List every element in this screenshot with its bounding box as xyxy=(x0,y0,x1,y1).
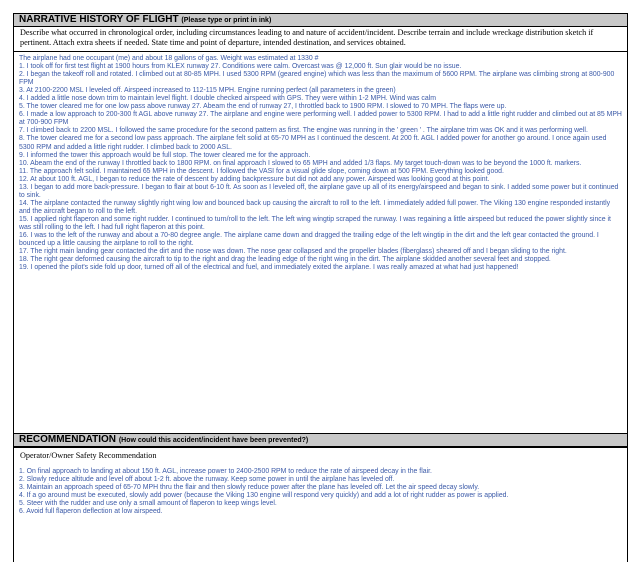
narrative-line: 15. I applied right flaperon and some right rudder. I continued to turn/roll to the left. The left wing wingtip scraped the runway. I was regaining a little airspeed but reduced the power slightly since it was still rolling to the left. I had full right flaperon at this point. xyxy=(19,215,611,231)
recommendation-subtitle: (How could this accident/incident have been prevented?) xyxy=(118,437,309,444)
narrative-line: 18. The right gear deformed causing the aircraft to tip to the right and drag the leading edge of the right wing in the dirt. The airplane skidded another several feet and stopped. xyxy=(19,256,551,264)
narrative-line: 7. I climbed back to 2200 MSL. I followed the same procedure for the second pattern as first. The engine was running in the ' green ' . The airplane trim was OK and it was performing well. xyxy=(19,127,588,135)
narrative-instructions: Describe what occurred in chronological order, including circumstances leading to and nature of accident/incident. Describe terrain and include wreckage distribution sketch if pertinent. Attach extra sheets if needed. State time and point of departure, intended destination, and services obtained. xyxy=(14,27,627,52)
recommendation-line: 1. On final approach to landing at about 150 ft. AGL, increase power to 2400-2500 RPM to reduce the rate of airspeed decay in the flair. xyxy=(19,468,432,475)
narrative-line: 6. I made a low approach to 200-300 ft AGL above runway 27. The airplane and engine were performing well. I added power to 5300 RPM. I had to add a little right rudder and climbed out at 85 MPH at 700-900 FPM xyxy=(19,111,622,127)
narrative-line: 11. The approach felt solid. I maintained 65 MPH in the descent. I followed the VASI for a visual glide slope, coming down at 500 FPM. Everything looked good. xyxy=(19,167,504,175)
narrative-line: The airplane had one occupant (me) and about 18 gallons of gas. Weight was estimated at 1330 # xyxy=(19,55,319,62)
narrative-line: 8. The tower cleared me for a second low pass approach. The airplane felt solid at 65-70 MPH as I continued the descent. At 200 ft. AGL I added power for another go around. I once again used 5300 RPM and added a little right rudder. I climbed back to 2000 ASL. xyxy=(19,135,607,151)
recommendation-line: 4. If a go around must be executed, slowly add power (because the Viking 130 engine will respond very quickly) and add a lot of right rudder as power is applied. xyxy=(19,492,509,500)
recommendation-header xyxy=(14,434,627,447)
narrative-title: NARRATIVE HISTORY OF FLIGHT xyxy=(19,14,179,25)
narrative-header xyxy=(14,14,627,27)
narrative-line: 14. The airplane contacted the runway slightly right wing low and bounced back up causing the aircraft to roll to the left. I immediately added full power. The Viking 130 engine responded instantly and the aircraft began to roll to the left. xyxy=(19,199,611,215)
narrative-line: 16. I was to the left of the runway and about a 70-80 degree angle. The airplane came down and dragged the trailing edge of the left wingtip in the dirt and the left gear contacted the ground. I bounced up a little causing the airplane to roll to the right. xyxy=(19,232,599,248)
narrative-line: 9. I informed the tower this approach would be full stop. The tower cleared me for the approach. xyxy=(19,151,311,159)
narrative-line: 12. At about 100 ft. AGL, I began to reduce the rate of descent by adding backpressure but did not add any power. Airspeed was looking good at this point. xyxy=(19,175,490,183)
narrative-line: 10. Abeam the end of the runway I throttled back to 1800 RPM. on final approach I slowed to 65 MPH and added 1/3 flaps. My target touch-down was to be beyond the 1000 ft. markers. xyxy=(19,159,582,167)
recommendation-text[interactable] xyxy=(14,463,627,516)
narrative-line: 2. I began the takeoff roll and rotated. I climbed out at 80-85 MPH. I used 5300 RPM (geared engine) which was less than the maximum of 5600 RPM. The airplane was climbing strong at 800-900 FPM xyxy=(19,71,615,87)
recommendation-section-label: Operator/Owner Safety Recommendation xyxy=(14,447,627,463)
narrative-line: 1. I took off for first test flight at 1900 hours from KLEX runway 27. Conditions were calm. Overcast was @ 12,000 ft. Sun glair would be no issue. xyxy=(19,63,462,71)
recommendation-line: 5. Steer with the rudder and use only a small amount of flaperon to keep wings level. xyxy=(19,500,277,508)
narrative-line: 19. I opened the pilot's side fold up door, turned off all of the electrical and fuel, and immediately exited the airplane. I was really amazed at what had just happened! xyxy=(19,264,519,272)
narrative-line: 17. The right main landing gear contacted the dirt and the nose was down. The nose gear collapsed and the propeller blades (fiberglass) sheared off and I began sliding to the right. xyxy=(19,248,567,256)
narrative-line: 3. At 2100-2200 MSL I leveled off. Airspeed increased to 112-115 MPH. Engine running perfect (all parameters in the green) xyxy=(19,87,396,95)
narrative-line: 4. I added a little nose down trim to maintain level flight. I double checked airspeed with GPS. They were within 1-2 MPH. Wind was calm xyxy=(19,95,436,103)
recommendation-line: 6. Avoid full flaperon deflection at low airspeed. xyxy=(19,508,163,516)
recommendation-line: 3. Maintain an approach speed of 65-70 MPH thru the flair and then slowly reduce power after the plane has leveled off. Let the air speed decay slowly. xyxy=(19,484,480,492)
report-form xyxy=(13,13,628,562)
narrative-subtitle: (Please type or print in ink) xyxy=(181,17,272,24)
narrative-line: 13. I began to add more back-pressure. I began to flair at bout 6-10 ft. As soon as I leveled off, the airplane gave up all of its energy/airspeed and began to sink. I added some power but it continued to sink. xyxy=(19,183,619,199)
recommendation-line: 2. Slowly reduce altitude and level off about 1-2 ft. above the runway. Keep some power in until the airplane has leveled off. xyxy=(19,476,395,484)
narrative-text[interactable] xyxy=(14,52,627,434)
narrative-line: 5. The tower cleared me for one low pass above runway 27. Abeam the end of runway 27, I throttled back to 1900 RPM. I slowed to 70 MPH. The flaps were up. xyxy=(19,103,507,111)
recommendation-title: RECOMMENDATION xyxy=(19,434,117,445)
